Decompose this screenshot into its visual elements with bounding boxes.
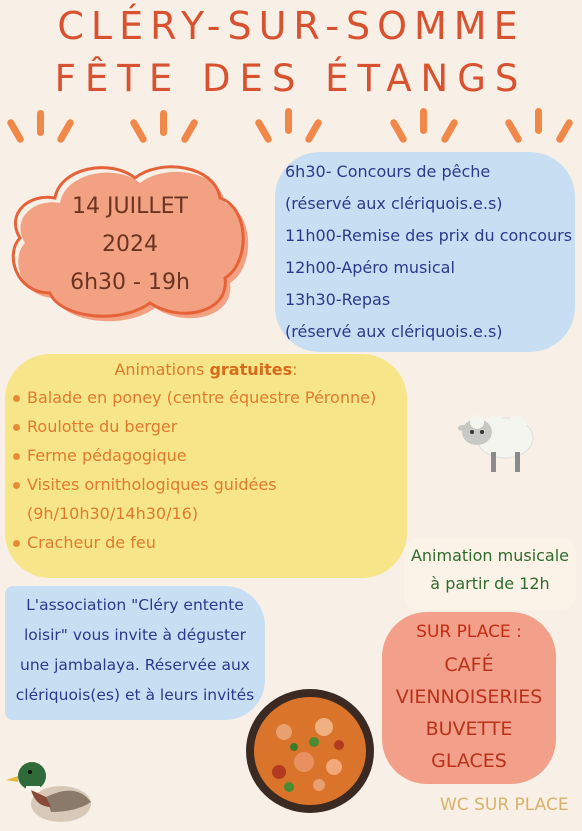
music-line2: à partir de 12h (430, 574, 550, 593)
association-line: L'association "Cléry entente (26, 596, 244, 614)
schedule-box (275, 152, 575, 352)
title-event: FÊTE DES ÉTANGS (54, 57, 528, 100)
wc-label: WC SUR PLACE (440, 795, 569, 815)
animations-title: Animations gratuites: (114, 360, 298, 379)
on-site-title: SUR PLACE : (416, 622, 522, 642)
association-box (5, 586, 265, 720)
title-town: CLÉRY-SUR-SOMME (57, 4, 525, 48)
on-site-item: BUVETTE (425, 718, 513, 740)
date-block (5, 158, 255, 328)
jambalaya-dish-image (244, 687, 376, 815)
animation-item: Balade en poney (centre équestre Péronne) (27, 388, 377, 407)
animation-item: (9h/10h30/14h30/16) (27, 504, 199, 523)
sheep-icon (455, 400, 537, 478)
date-day: 14 JUILLET (72, 194, 188, 219)
on-site-item: VIENNOISERIES (395, 686, 543, 708)
animation-item: Visites ornithologiques guidées (27, 475, 277, 494)
schedule-item: 6h30- Concours de pêche (285, 162, 491, 181)
schedule-item: (réservé aux clériquois.e.s) (285, 322, 503, 341)
schedule-item: 13h30-Repas (285, 290, 391, 309)
animation-item: Roulotte du berger (27, 417, 178, 436)
music-line1: Animation musicale (410, 546, 570, 565)
animation-item: Cracheur de feu (27, 533, 156, 552)
music-note (404, 538, 576, 610)
date-year: 2024 (102, 232, 158, 257)
on-site-item: CAFÉ (444, 654, 494, 676)
on-site-box (382, 612, 556, 784)
association-line: une jambalaya. Réservée aux (20, 656, 250, 674)
schedule-item: 12h00-Apéro musical (285, 258, 455, 277)
duck-icon (6, 752, 92, 826)
schedule-item: 11h00-Remise des prix du concours (285, 226, 573, 245)
animations-box (5, 354, 407, 578)
schedule-item: (réservé aux clériquois.e.s) (285, 194, 503, 213)
association-line: loisir" vous invite à déguster (23, 626, 247, 644)
animation-item: Ferme pédagogique (27, 446, 187, 465)
association-line: clériquois(es) et à leurs invités (15, 686, 255, 704)
date-hours: 6h30 - 19h (70, 270, 190, 295)
on-site-item: GLACES (431, 750, 507, 772)
